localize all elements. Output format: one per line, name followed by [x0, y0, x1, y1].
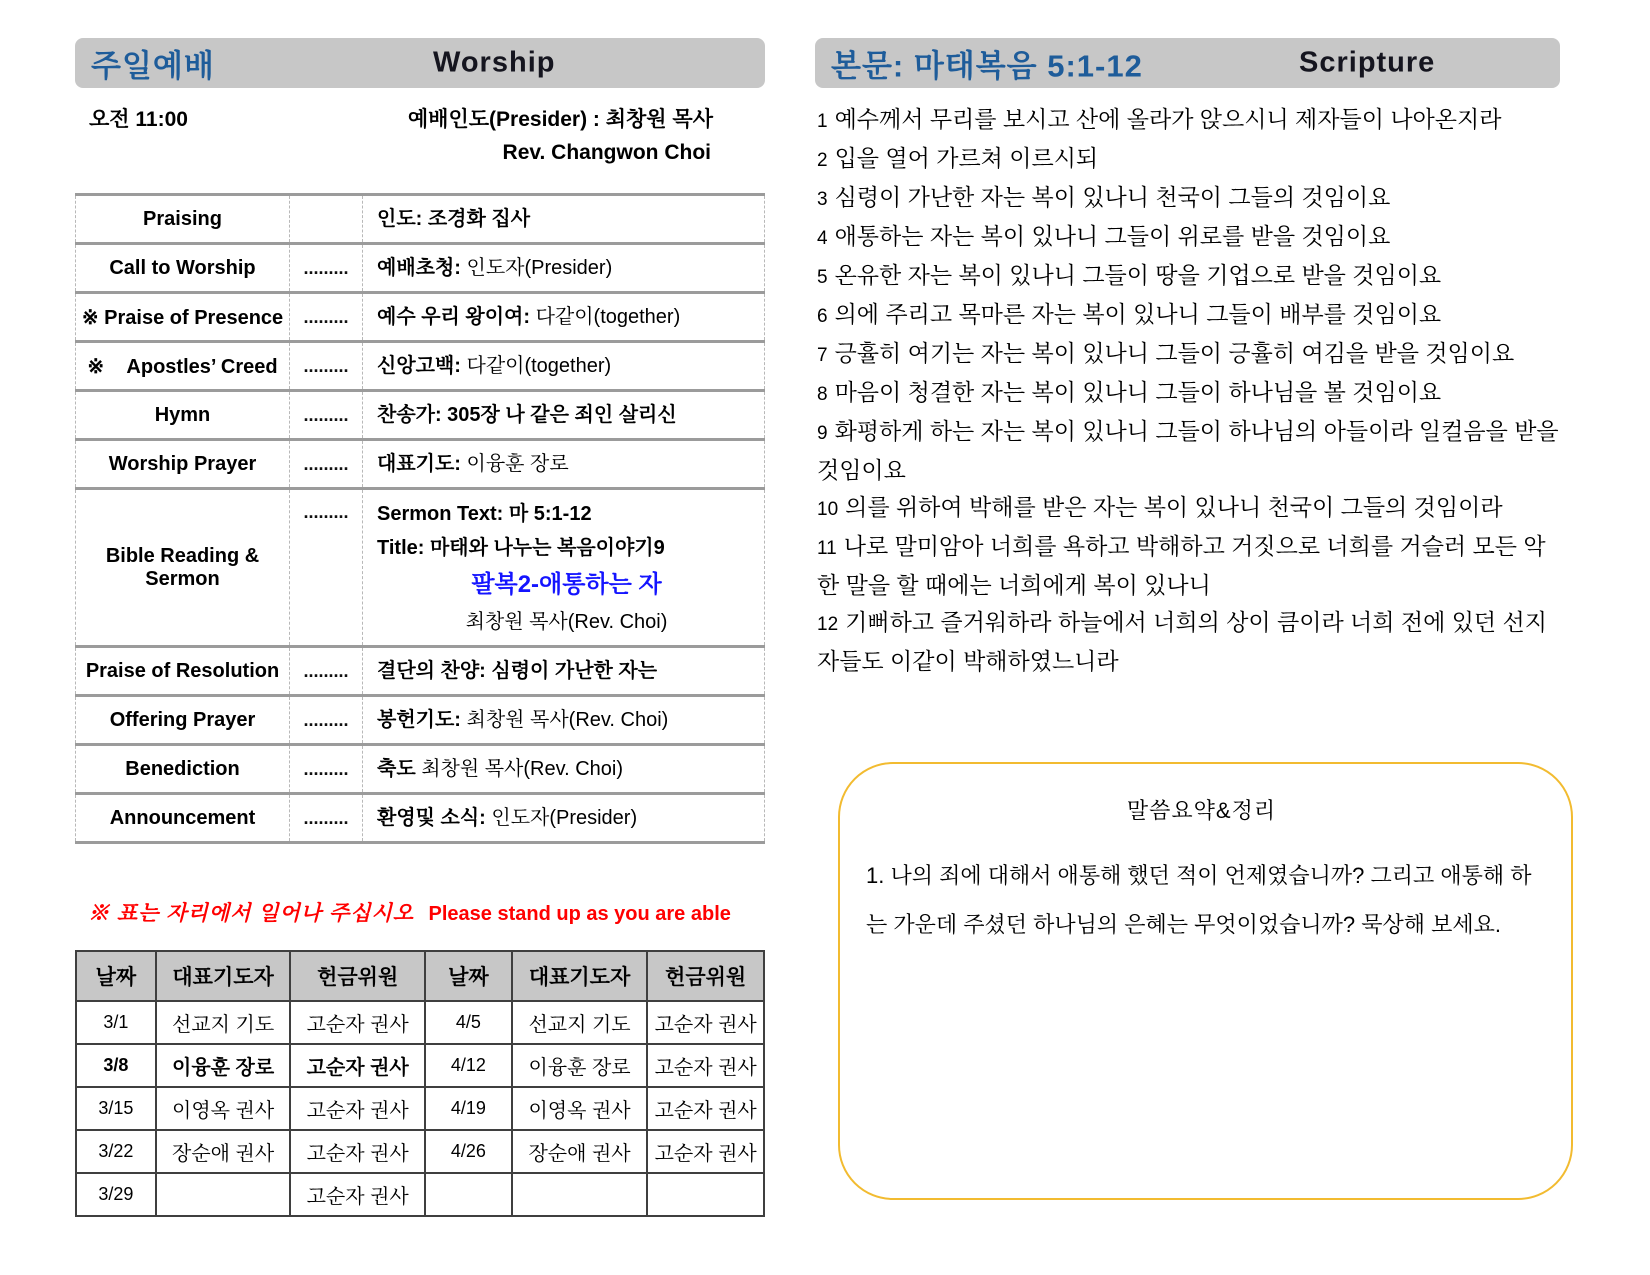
summary-body: 1. 나의 죄에 대해서 애통해 했던 적이 언제였습니까? 그리고 애통해 하는 가운데 주셨던 하나님의 은혜는 무엇이었습니까? 묵상해 보세요. [866, 863, 1532, 937]
schedule-cell: 고순자 권사 [290, 1001, 425, 1044]
verse-number: 2 [817, 150, 828, 171]
order-desc-line: 신앙고백: 다같이(together) [377, 355, 612, 377]
verse [817, 335, 1565, 374]
order-row [75, 697, 765, 746]
schedule-header-cell: 헌금위원 [290, 951, 425, 1001]
schedule-header-cell: 대표기도자 [156, 951, 291, 1001]
verse-number: 4 [817, 228, 828, 249]
schedule-cell: 3/15 [76, 1087, 156, 1130]
order-desc-line: 팔복2-애통하는 자 [471, 570, 662, 598]
schedule-cell: 선교지 기도 [156, 1001, 291, 1044]
schedule-cell: 이영옥 권사 [512, 1087, 648, 1130]
schedule-row [76, 1173, 764, 1216]
order-dots: ......... [290, 343, 363, 389]
order-row [75, 441, 765, 490]
worship-header-bar [75, 38, 765, 88]
worship-subheader [75, 100, 765, 180]
order-row [75, 490, 765, 648]
order-dots: ......... [290, 392, 363, 438]
order-dots [290, 196, 363, 242]
order-desc-line: 최창원 목사(Rev. Choi) [465, 610, 668, 633]
order-row [75, 245, 765, 294]
schedule-cell: 선교지 기도 [512, 1001, 648, 1044]
order-desc [363, 245, 765, 291]
order-desc-line: 찬송가: 305장 나 같은 죄인 살리신 [377, 404, 677, 426]
order-desc-line: 예배초청: 인도자(Presider) [377, 257, 613, 279]
order-item-label: ※ Apostles’ Creed [75, 343, 290, 389]
verse-text: 온유한 자는 복이 있나니 그들이 땅을 기업으로 받을 것임이요 [834, 262, 1442, 288]
stand-note-english: Please stand up as you are able [428, 903, 731, 925]
schedule-cell: 고순자 권사 [647, 1044, 764, 1087]
schedule-cell: 3/1 [76, 1001, 156, 1044]
order-row [75, 343, 765, 392]
schedule-cell: 3/29 [76, 1173, 156, 1216]
verse-number: 3 [817, 189, 828, 210]
verse-text: 마음이 청결한 자는 복이 있나니 그들이 하나님을 볼 것임이요 [834, 379, 1442, 405]
verse [817, 101, 1565, 140]
order-desc-line: 인도: 조경화 집사 [377, 208, 531, 230]
stand-note-korean: ※ 표는 자리에서 일어나 주십시오 [88, 902, 415, 925]
schedule-cell: 4/26 [425, 1130, 512, 1173]
summary-box [838, 762, 1573, 1200]
verse-text: 예수께서 무리를 보시고 산에 올라가 앉으시니 제자들이 나아온지라 [834, 106, 1502, 132]
order-item-label: Praising [75, 196, 290, 242]
order-desc-line: 결단의 찬양: 심령이 가난한 자는 [377, 660, 658, 682]
verse [817, 413, 1565, 489]
scripture-title-korean: 본문: 마태복음 5:1-12 [831, 48, 1143, 84]
verse-text: 의를 위하여 박해를 받은 자는 복이 있나니 천국이 그들의 것임이라 [845, 494, 1503, 520]
schedule-row [76, 1001, 764, 1044]
order-desc [363, 697, 765, 743]
scripture-title-english: Scripture [1299, 46, 1436, 79]
order-item-label: Offering Prayer [75, 697, 290, 743]
order-desc [363, 343, 765, 389]
verse-text: 화평하게 하는 자는 복이 있나니 그들이 하나님의 아들이라 일컬음을 받을 것임이요 [817, 418, 1559, 483]
verse-text: 심령이 가난한 자는 복이 있나니 천국이 그들의 것임이요 [834, 184, 1391, 210]
order-desc [363, 441, 765, 487]
schedule-cell: 고순자 권사 [647, 1087, 764, 1130]
verse-text: 기뻐하고 즐거워하라 하늘에서 너희의 상이 큼이라 너희 전에 있던 선지자들도 이같이 박해하였느니라 [817, 609, 1547, 674]
schedule-cell: 장순애 권사 [156, 1130, 291, 1173]
schedule-cell: 장순애 권사 [512, 1130, 648, 1173]
worship-title-english: Worship [433, 46, 556, 79]
verse-number: 11 [817, 538, 837, 559]
verse-number: 10 [817, 499, 839, 520]
schedule-header-cell: 헌금위원 [647, 951, 764, 1001]
verse [817, 179, 1565, 218]
verse-number: 8 [817, 384, 828, 405]
order-desc [363, 392, 765, 438]
summary-title: 말씀요약&정리 [1126, 798, 1277, 823]
verse-number: 6 [817, 306, 828, 327]
schedule-cell: 이융훈 장로 [512, 1044, 648, 1087]
verse-number: 12 [817, 614, 839, 635]
order-desc [363, 294, 765, 340]
order-row [75, 795, 765, 844]
verse-text: 애통하는 자는 복이 있나니 그들이 위로를 받을 것임이요 [834, 223, 1391, 249]
verse-text: 입을 열어 가르쳐 이르시되 [834, 145, 1099, 171]
schedule-cell [647, 1173, 764, 1216]
verse [817, 374, 1565, 413]
order-desc-line: 예수 우리 왕이여: 다같이(together) [377, 306, 681, 328]
verse-number: 7 [817, 345, 828, 366]
stand-note [88, 897, 731, 927]
order-dots: ......... [290, 294, 363, 340]
order-dots: ......... [290, 441, 363, 487]
order-item-label: Hymn [75, 392, 290, 438]
presider-korean: 예배인도(Presider) : 최창원 목사 [407, 108, 713, 131]
order-desc [363, 490, 765, 645]
scripture-verses [817, 101, 1565, 680]
order-of-worship-table [75, 193, 765, 844]
verse-number: 9 [817, 423, 828, 444]
schedule-cell: 3/22 [76, 1130, 156, 1173]
verse-number: 1 [817, 111, 828, 132]
schedule-header-cell: 날짜 [425, 951, 512, 1001]
order-desc [363, 795, 765, 841]
order-item-label: Bible Reading & Sermon [75, 490, 290, 645]
order-row [75, 196, 765, 245]
worship-title-korean: 주일예배 [91, 48, 215, 84]
service-time: 오전 11:00 [89, 108, 188, 131]
verse-text: 긍휼히 여기는 자는 복이 있나니 그들이 긍휼히 여김을 받을 것임이요 [834, 340, 1515, 366]
order-desc [363, 648, 765, 694]
order-desc-line: Title: 마태와 나누는 복음이야기9 [377, 536, 665, 559]
schedule-cell: 이영옥 권사 [156, 1087, 291, 1130]
order-item-label: Worship Prayer [75, 441, 290, 487]
schedule-cell [425, 1173, 512, 1216]
schedule-cell [156, 1173, 291, 1216]
order-row [75, 294, 765, 343]
schedule-cell [512, 1173, 648, 1216]
schedule-header-cell: 날짜 [76, 951, 156, 1001]
order-row [75, 392, 765, 441]
order-dots: ......... [290, 795, 363, 841]
schedule-cell: 이융훈 장로 [156, 1044, 291, 1087]
order-desc-line: 대표기도: 이융훈 장로 [377, 453, 569, 475]
order-dots: ......... [290, 648, 363, 694]
schedule-cell: 3/8 [76, 1044, 156, 1087]
verse [817, 489, 1565, 528]
schedule-cell: 고순자 권사 [290, 1044, 425, 1087]
order-row [75, 648, 765, 697]
order-dots: ......... [290, 746, 363, 792]
schedule-cell: 고순자 권사 [290, 1173, 425, 1216]
order-item-label: Call to Worship [75, 245, 290, 291]
schedule-table [75, 950, 765, 1217]
schedule-cell: 고순자 권사 [647, 1130, 764, 1173]
order-item-label: ※ Praise of Presence [75, 294, 290, 340]
order-item-label: Praise of Resolution [75, 648, 290, 694]
order-desc [363, 196, 765, 242]
schedule-cell: 4/19 [425, 1087, 512, 1130]
verse-text: 나로 말미암아 너희를 욕하고 박해하고 거짓으로 너희를 거슬러 모든 악한 말을 할 때에는 너희에게 복이 있나니 [817, 533, 1546, 598]
order-desc-line: 환영및 소식: 인도자(Presider) [377, 807, 638, 829]
verse [817, 528, 1565, 604]
order-desc-line: 봉헌기도: 최창원 목사(Rev. Choi) [377, 709, 669, 731]
verse [817, 296, 1565, 335]
verse [817, 604, 1565, 680]
order-item-label: Benediction [75, 746, 290, 792]
verse [817, 257, 1565, 296]
schedule-cell: 4/12 [425, 1044, 512, 1087]
order-item-label: Announcement [75, 795, 290, 841]
presider-english: Rev. Changwon Choi [502, 141, 711, 164]
order-desc [363, 746, 765, 792]
order-dots: ......... [290, 490, 363, 645]
schedule-row [76, 1087, 764, 1130]
order-desc-line: Sermon Text: 마 5:1-12 [377, 502, 592, 525]
verse [817, 140, 1565, 179]
verse-text: 의에 주리고 목마른 자는 복이 있나니 그들이 배부를 것임이요 [834, 301, 1442, 327]
schedule-cell: 4/5 [425, 1001, 512, 1044]
scripture-header-bar [815, 38, 1560, 88]
schedule-row [76, 1044, 764, 1087]
order-dots: ......... [290, 697, 363, 743]
schedule-cell: 고순자 권사 [647, 1001, 764, 1044]
order-desc-line: 축도 최창원 목사(Rev. Choi) [377, 758, 624, 780]
order-row [75, 746, 765, 795]
order-dots: ......... [290, 245, 363, 291]
schedule-header [76, 951, 764, 1001]
verse [817, 218, 1565, 257]
schedule-row [76, 1130, 764, 1173]
verse-number: 5 [817, 267, 828, 288]
schedule-cell: 고순자 권사 [290, 1087, 425, 1130]
schedule-cell: 고순자 권사 [290, 1130, 425, 1173]
schedule-header-cell: 대표기도자 [512, 951, 648, 1001]
